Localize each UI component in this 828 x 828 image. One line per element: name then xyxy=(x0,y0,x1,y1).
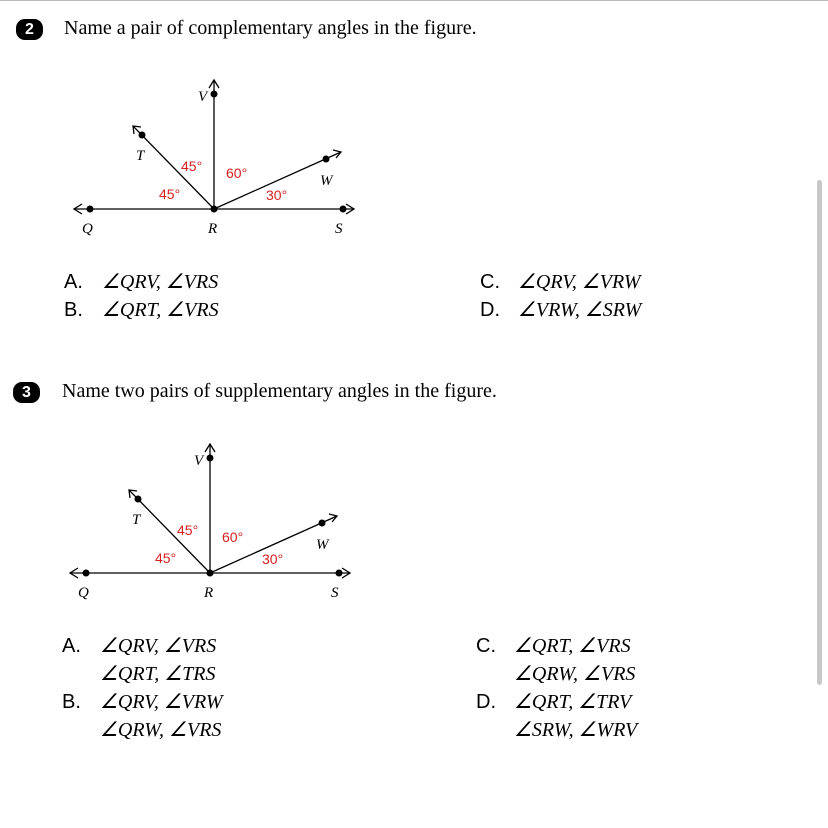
point-r-dot xyxy=(211,206,218,213)
option-answer: ∠QRV, ∠VRS xyxy=(102,271,219,293)
option-b[interactable] xyxy=(64,296,219,324)
angle-vrw-label: 60° xyxy=(226,165,248,181)
point-w-dot xyxy=(323,156,330,163)
option-answer-line-1: ∠QRT, ∠VRS xyxy=(514,635,631,657)
angle-trv-label: 45° xyxy=(181,158,203,174)
angle-vrw-label: 60° xyxy=(222,529,244,545)
option-answer: ∠QRV, ∠VRW xyxy=(518,271,641,293)
option-c[interactable] xyxy=(480,268,641,296)
label-v: V xyxy=(194,453,204,469)
question-prompt: Name a pair of complementary angles in the figure. xyxy=(64,17,477,39)
point-t-dot xyxy=(139,132,146,139)
option-answer-line-2: ∠SRW, ∠WRV xyxy=(514,719,638,741)
vertical-scrollbar[interactable] xyxy=(817,180,822,685)
option-answer: ∠VRW, ∠SRW xyxy=(518,299,642,321)
point-v-dot xyxy=(211,91,218,98)
option-answer-line-1: ∠QRV, ∠VRS xyxy=(100,635,217,657)
question-number: 2 xyxy=(25,20,34,38)
label-q: Q xyxy=(78,585,89,601)
label-q: Q xyxy=(82,221,93,237)
angle-figure xyxy=(56,438,366,608)
option-letter: C. xyxy=(476,635,496,657)
label-r: R xyxy=(208,221,218,237)
angle-wrs-label: 30° xyxy=(266,187,288,203)
point-v-dot xyxy=(207,455,214,462)
angle-wrs-label: 30° xyxy=(262,551,284,567)
option-letter: A. xyxy=(62,635,81,657)
label-s: S xyxy=(331,585,339,601)
point-s-dot xyxy=(336,570,343,577)
option-letter: C. xyxy=(480,271,500,293)
label-s: S xyxy=(335,221,343,237)
option-letter: A. xyxy=(64,271,83,293)
option-letter: D. xyxy=(480,299,500,321)
point-s-dot xyxy=(340,206,347,213)
angle-trv-label: 45° xyxy=(177,522,199,538)
top-divider xyxy=(0,0,828,1)
question-number-badge xyxy=(13,382,40,403)
angle-qrt-label: 45° xyxy=(159,186,181,202)
option-letter: B. xyxy=(64,299,83,321)
option-d[interactable] xyxy=(476,688,631,716)
angle-figure xyxy=(60,74,370,244)
option-answer-line-2: ∠QRT, ∠TRS xyxy=(100,663,216,685)
point-w-dot xyxy=(319,520,326,527)
option-letter: D. xyxy=(476,691,496,713)
point-t-dot xyxy=(135,496,142,503)
label-w: W xyxy=(316,537,329,553)
point-q-dot xyxy=(87,206,94,213)
option-answer-line-1: ∠QRT, ∠TRV xyxy=(514,691,632,713)
label-r: R xyxy=(204,585,214,601)
option-answer-line-2: ∠QRW, ∠VRS xyxy=(100,719,222,741)
option-c[interactable] xyxy=(476,632,631,660)
question-prompt: Name two pairs of supplementary angles in the figure. xyxy=(62,380,497,402)
angle-qrt-label: 45° xyxy=(155,550,177,566)
option-a[interactable] xyxy=(62,632,216,660)
option-answer: ∠QRT, ∠VRS xyxy=(102,299,219,321)
label-t: T xyxy=(132,512,141,528)
option-d[interactable] xyxy=(480,296,641,324)
option-answer-line-2: ∠QRW, ∠VRS xyxy=(514,663,636,685)
point-r-dot xyxy=(207,570,214,577)
option-answer-line-1: ∠QRV, ∠VRW xyxy=(100,691,223,713)
option-a[interactable] xyxy=(64,268,218,296)
label-v: V xyxy=(198,89,208,105)
option-letter: B. xyxy=(62,691,81,713)
label-t: T xyxy=(136,148,145,164)
option-b[interactable] xyxy=(62,688,223,716)
question-number: 3 xyxy=(22,383,31,401)
label-w: W xyxy=(320,173,333,189)
point-q-dot xyxy=(83,570,90,577)
question-number-badge xyxy=(16,19,43,40)
